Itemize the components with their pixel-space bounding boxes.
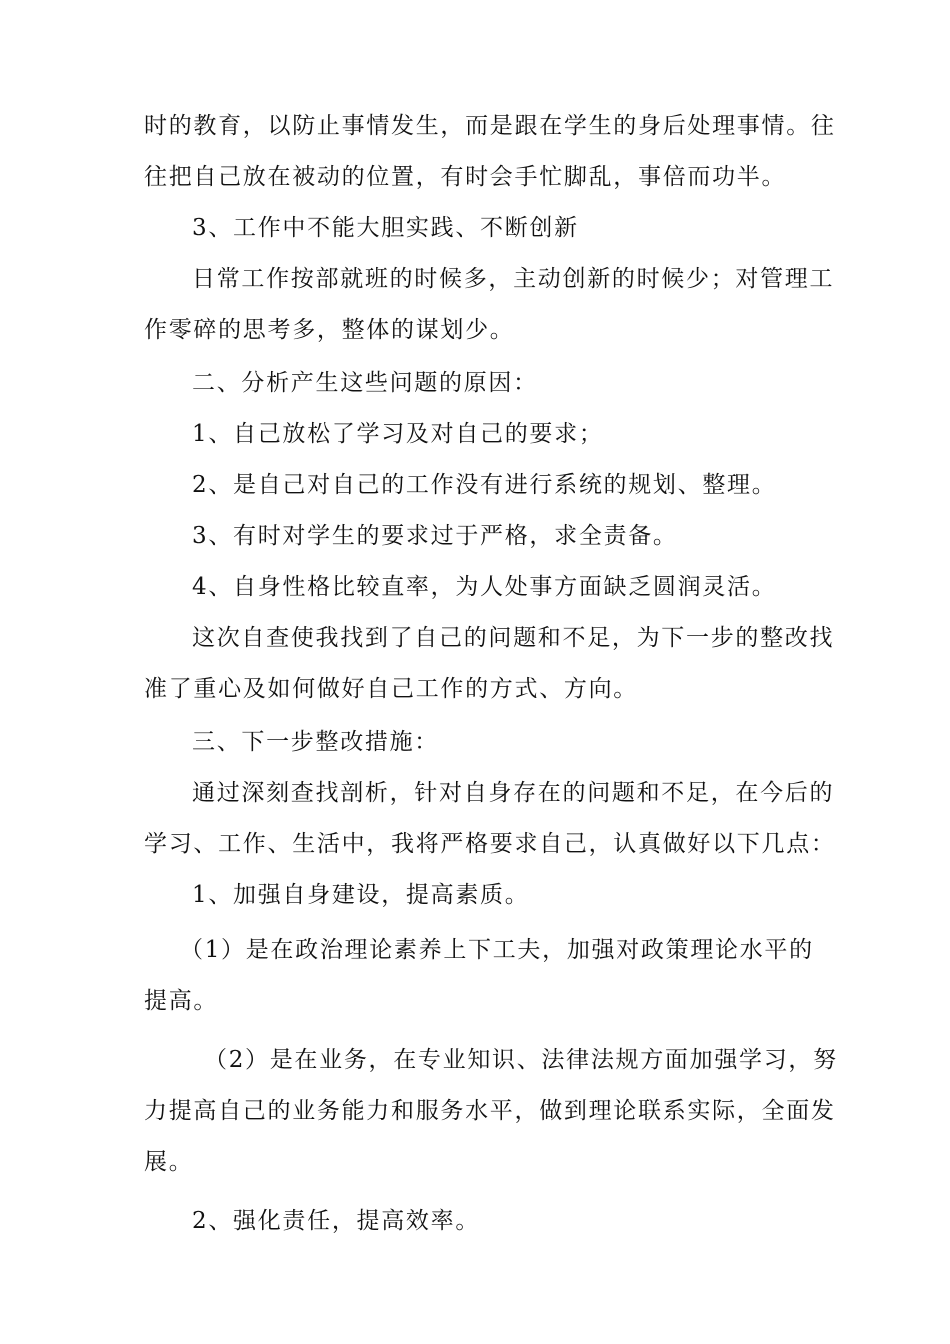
paragraph-line: 通过深刻查找剖析，针对自身存在的问题和不足，在今后的 xyxy=(192,780,835,806)
sub-item-1: （1）是在政治理论素养上下工夫，加强对政策理论水平的 xyxy=(180,937,814,963)
paragraph-line: 作零碎的思考多，整体的谋划少。 xyxy=(144,317,515,343)
list-item: 3、有时对学生的要求过于严格，求全责备。 xyxy=(192,523,678,549)
subheading-3: 3、工作中不能大胆实践、不断创新 xyxy=(192,215,579,241)
paragraph-line: 日常工作按部就班的时候多，主动创新的时候少；对管理工 xyxy=(192,266,835,292)
subheading-2: 2、强化责任，提高效率。 xyxy=(192,1208,481,1234)
paragraph-line: 展。 xyxy=(144,1149,194,1175)
section-heading-2: 二、分析产生这些问题的原因： xyxy=(192,370,538,396)
list-item: 2、是自己对自己的工作没有进行系统的规划、整理。 xyxy=(192,472,777,498)
paragraph-line: 往把自己放在被动的位置，有时会手忙脚乱，事倍而功半。 xyxy=(144,164,787,190)
document-body xyxy=(144,101,838,1247)
subheading-1: 1、加强自身建设，提高素质。 xyxy=(192,882,530,908)
paragraph-line: 时的教育，以防止事情发生，而是跟在学生的身后处理事情。往 xyxy=(144,113,836,139)
paragraph-line: 力提高自己的业务能力和服务水平，做到理论联系实际，全面发 xyxy=(144,1098,836,1124)
section-heading-3: 三、下一步整改措施： xyxy=(192,729,439,755)
paragraph-line: 提高。 xyxy=(144,988,219,1014)
list-item: 1、自己放松了学习及对自己的要求； xyxy=(192,421,604,447)
list-item: 4、自身性格比较直率，为人处事方面缺乏圆润灵活。 xyxy=(192,574,777,600)
paragraph-line: 准了重心及如何做好自己工作的方式、方向。 xyxy=(144,676,638,702)
sub-item-2: （2）是在业务，在专业知识、法律法规方面加强学习，努 xyxy=(204,1047,838,1073)
paragraph-line: 这次自查使我找到了自己的问题和不足，为下一步的整改找 xyxy=(192,625,835,651)
paragraph-line: 学习、工作、生活中，我将严格要求自己，认真做好以下几点： xyxy=(144,831,836,857)
